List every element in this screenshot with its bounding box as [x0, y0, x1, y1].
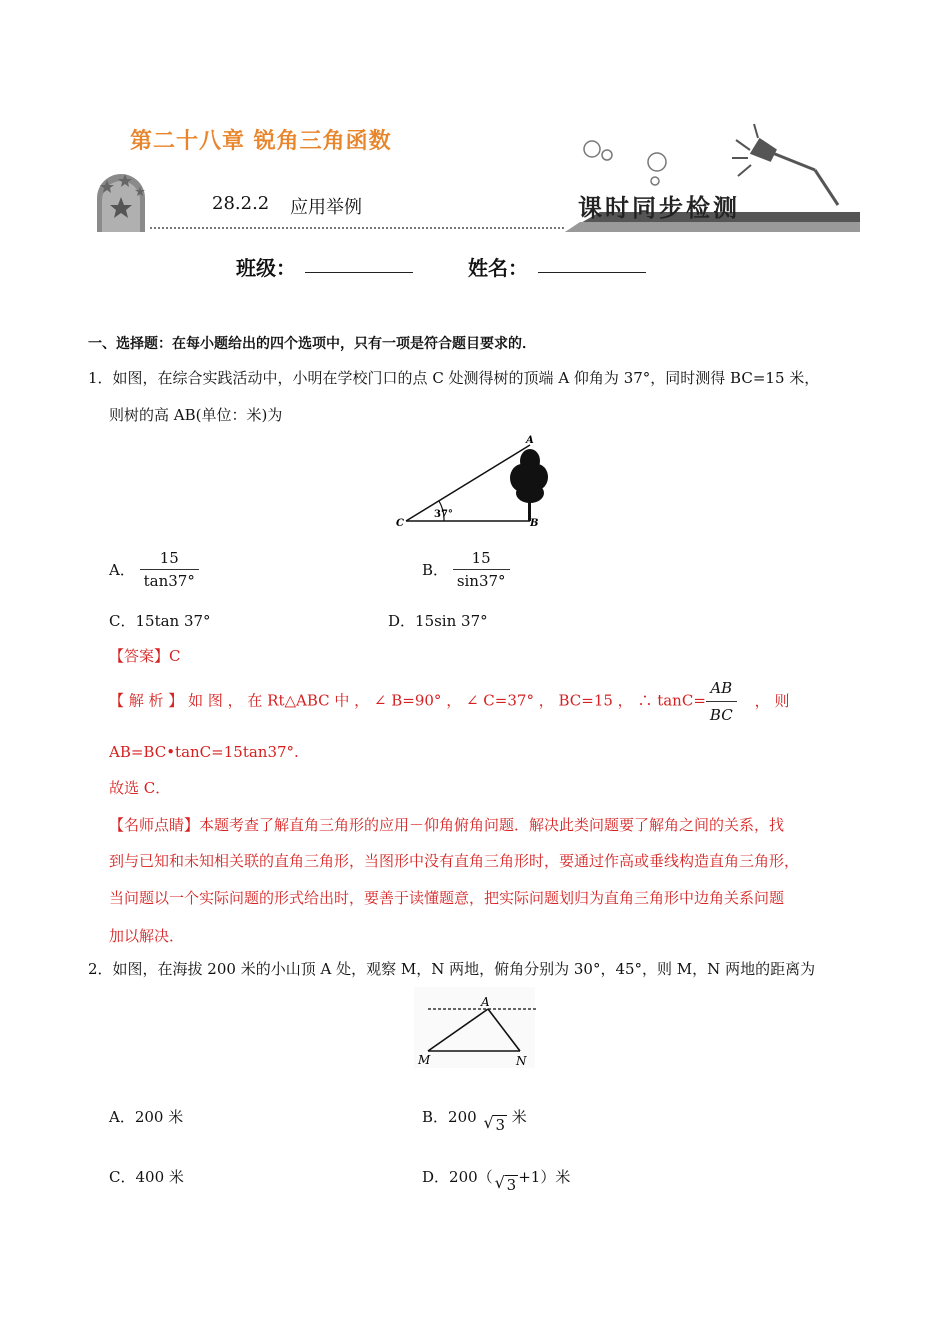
q1-option-b-letter: B． — [422, 561, 449, 579]
bubbles-icon — [584, 141, 666, 185]
q1-label-a: A — [526, 435, 534, 446]
q1-analysis-frac-num: AB — [710, 679, 733, 697]
q1-option-b-den: sin37° — [453, 569, 510, 590]
q1-analysis-line1 — [109, 677, 864, 726]
class-label: 班级： — [236, 256, 296, 280]
q1-analysis-frac-den: BC — [706, 701, 737, 726]
stamp-title: 课时同步检测 — [578, 193, 740, 222]
q1-tip-line4: 加以解决． — [109, 927, 185, 945]
q1-analysis-prefix: 【 解 析 】 如 图 ， 在 Rt△ABC 中 ， ∠ B=90° ， ∠ C=37° ， BC=15 ， ∴ tanC= — [109, 691, 706, 710]
q1-analysis-suffix: ， 则 — [754, 691, 790, 710]
q2-option-b-suffix: 米 — [511, 1108, 527, 1126]
q1-choose: 故选 C． — [109, 779, 171, 797]
q1-option-a[interactable] — [109, 549, 199, 590]
q1-option-b-num: 15 — [471, 549, 491, 567]
q1-tip-line2: 到与已知和未知相关联的直角三角形，当图形中没有直角三角形时，要通过作高或垂线构造直角三角形， — [109, 852, 800, 870]
q1-stem-line2: 则树的高 AB(单位：米)为 — [109, 406, 283, 424]
q1-label-b: B — [530, 518, 539, 528]
tree-icon — [510, 449, 548, 521]
q2-option-b-prefix: B．200 — [422, 1108, 477, 1126]
name-label: 姓名： — [468, 256, 528, 280]
q2-option-d-suffix: +1）米 — [518, 1168, 571, 1186]
q2-option-a[interactable]: A．200 米 — [109, 1108, 184, 1126]
q2-option-d[interactable] — [422, 1166, 571, 1194]
q2-option-c[interactable]: C．400 米 — [109, 1168, 184, 1186]
star-badge-icon — [97, 174, 145, 232]
desk-lamp-icon — [732, 124, 838, 205]
q2-label-m: M — [418, 1053, 431, 1067]
q1-label-c: C — [396, 518, 404, 528]
q1-option-b[interactable] — [422, 549, 510, 590]
q1-option-a-fraction — [140, 549, 199, 590]
q2-option-b[interactable] — [422, 1106, 527, 1134]
q1-tip-line1: 【名师点睛】本题考查了解直角三角形的应用－仰角俯角问题．解决此类问题要了解角之间的关系，找 — [109, 816, 785, 834]
q2-figure — [412, 985, 537, 1070]
section-number: 28.2.2 — [212, 193, 270, 214]
section-title: 应用举例 — [290, 197, 362, 218]
q1-option-a-den: tan37° — [140, 569, 199, 590]
q1-option-a-letter: A． — [109, 561, 135, 579]
q2-stem-line1: 2．如图，在海拔 200 米的小山顶 A 处，观察 M，N 两地，俯角分别为 30°，45°，则 M，N 两地的距离为 — [88, 960, 816, 978]
q1-analysis-line2: AB=BC•tanC=15tan37°. — [109, 743, 299, 761]
q1-stem-line1: 1．如图，在综合实践活动中，小明在学校门口的点 C 处测得树的顶端 A 仰角为 37°，同时测得 BC=15 米， — [88, 369, 820, 387]
q1-angle-label: 37° — [434, 509, 453, 520]
q1-answer: 【答案】C — [109, 647, 181, 665]
q2-option-d-root: √ 3 — [505, 1175, 519, 1194]
q1-figure — [392, 433, 562, 528]
q2-option-b-root: √ 3 — [493, 1115, 507, 1134]
name-field[interactable] — [538, 272, 646, 273]
section-heading: 一、选择题：在每小题给出的四个选项中，只有一项是符合题目要求的． — [88, 336, 536, 352]
q1-option-c[interactable]: C．15tan 37° — [109, 612, 211, 630]
q2-label-a: A — [481, 995, 490, 1009]
q2-label-n: N — [516, 1054, 527, 1068]
header-decoration — [0, 0, 950, 240]
q2-option-d-prefix: D．200（ — [422, 1168, 493, 1186]
q1-tip-line3: 当问题以一个实际问题的形式给出时，要善于读懂题意，把实际问题划归为直角三角形中边角关系问题 — [109, 889, 785, 907]
q1-analysis-fraction — [706, 677, 737, 726]
q1-option-b-fraction — [453, 549, 510, 590]
q1-option-a-num: 15 — [159, 549, 179, 567]
class-field[interactable] — [305, 272, 413, 273]
q1-option-d[interactable]: D．15sin 37° — [388, 612, 488, 630]
chapter-title: 第二十八章 锐角三角函数 — [130, 129, 392, 154]
